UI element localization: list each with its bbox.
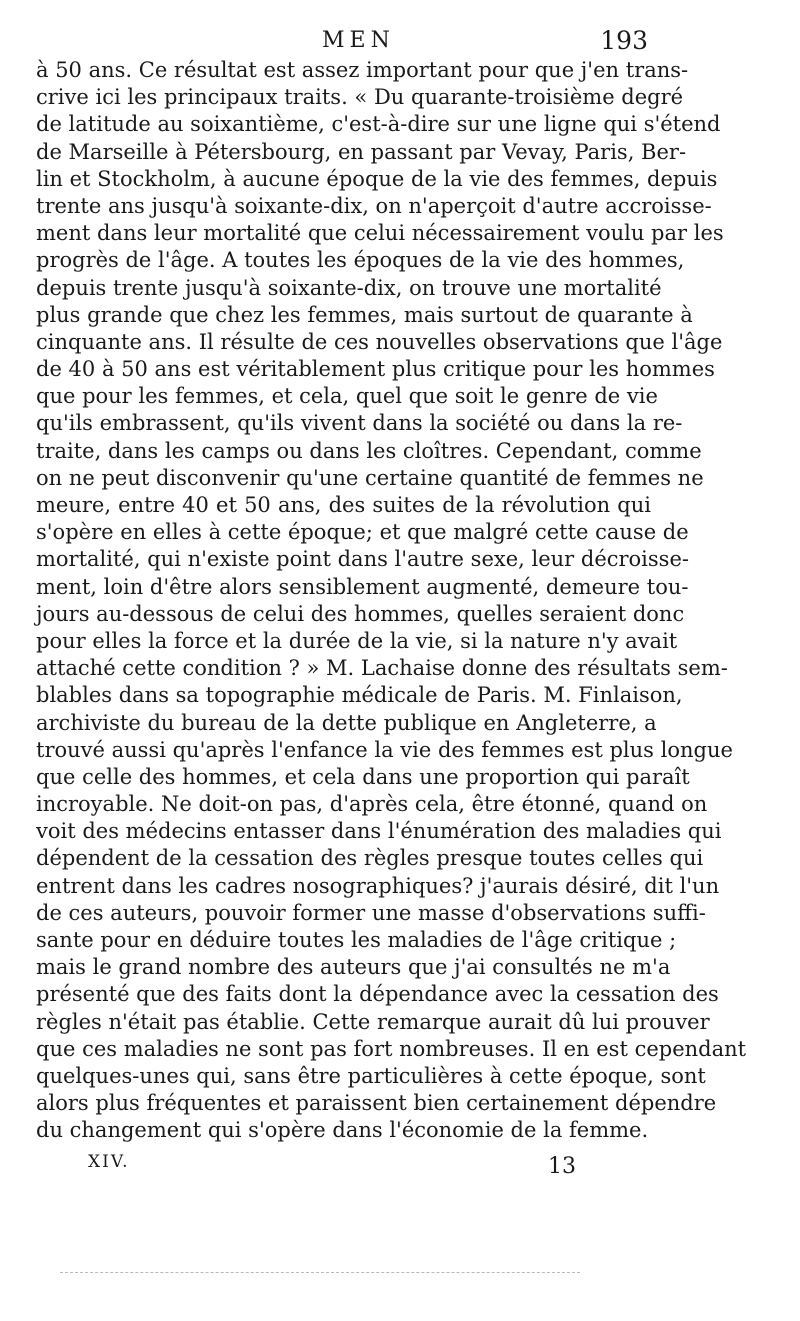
text-line: de Marseille à Pétersbourg, en passant par Vevay, Paris, Ber- xyxy=(36,139,687,164)
text-line: présenté que des faits dont la dépendance avec la cessation des xyxy=(36,982,719,1007)
running-title: MEN xyxy=(322,28,395,53)
text-line: incroyable. Ne doit-on pas, d'après cela, être étonné, quand on xyxy=(36,792,708,817)
text-line: cinquante ans. Il résulte de ces nouvelles observations que l'âge xyxy=(36,329,723,354)
text-line: entrent dans les cadres nosographiques? j'aurais désiré, dit l'un xyxy=(36,873,720,898)
text-line: règles n'était pas établie. Cette remarque aurait dû lui prouver xyxy=(36,1009,710,1034)
text-line: meure, entre 40 et 50 ans, des suites de la révolution qui xyxy=(36,493,651,517)
text-line: sante pour en déduire toutes les maladies de l'âge critique ; xyxy=(36,928,677,952)
text-line: à 50 ans. Ce résultat est assez important pour que j'en trans- xyxy=(36,58,689,82)
text-line: progrès de l'âge. A toutes les époques de la vie des hommes, xyxy=(36,248,685,273)
page-footer xyxy=(0,1150,800,1190)
text-line: de ces auteurs, pouvoir former une masse d'observations suffi- xyxy=(36,900,706,925)
text-line: dépendent de la cessation des règles presque toutes celles qui xyxy=(36,846,704,871)
text-line: de 40 à 50 ans est véritablement plus critique pour les hommes xyxy=(36,357,715,382)
text-line: mais le grand nombre des auteurs que j'ai consultés ne m'a xyxy=(36,955,671,980)
text-line: traite, dans les camps ou dans les cloîtres. Cependant, comme xyxy=(36,438,702,463)
text-line: jours au-dessous de celui des hommes, quelles seraient donc xyxy=(36,601,685,626)
text-line: de latitude au soixantième, c'est-à-dire sur une ligne qui s'étend xyxy=(36,112,721,137)
text-line: pour elles la force et la durée de la vie, si la nature n'y avait xyxy=(36,628,678,653)
text-line: mortalité, qui n'existe point dans l'autre sexe, leur décroisse- xyxy=(36,547,689,572)
text-line: que celle des hommes, et cela dans une proportion qui paraît xyxy=(36,764,690,789)
text-line: que pour les femmes, et cela, quel que soit le genre de vie xyxy=(36,384,658,409)
text-line: ment, loin d'être alors sensiblement augmenté, demeure tou- xyxy=(36,574,689,599)
text-line: alors plus fréquentes et paraissent bien certainement dépendre xyxy=(36,1091,717,1116)
text-line: que ces maladies ne sont pas fort nombreuses. Il en est cependant xyxy=(36,1036,747,1061)
text-line: lin et Stockholm, à aucune époque de la vie des femmes, depuis xyxy=(36,166,718,191)
text-line: plus grande que chez les femmes, mais surtout de quarante à xyxy=(36,302,693,327)
body-text xyxy=(36,57,747,1145)
signature-mark: XIV. xyxy=(88,1152,130,1172)
text-line: quelques-unes qui, sans être particulières à cette époque, sont xyxy=(36,1063,706,1088)
text-line: trente ans jusqu'à soixante-dix, on n'aperçoit d'autre accroisse- xyxy=(36,193,712,218)
text-line: depuis trente jusqu'à soixante-dix, on trouve une mortalité xyxy=(36,275,662,300)
running-head xyxy=(0,22,800,58)
text-line: voit des médecins entasser dans l'énumération des maladies qui xyxy=(36,819,722,844)
gathering-number: 13 xyxy=(548,1154,576,1179)
text-line: archiviste du bureau de la dette publique en Angleterre, a xyxy=(36,710,657,735)
bleed-through-line xyxy=(60,1272,580,1273)
page-number: 193 xyxy=(600,26,648,55)
text-line: s'opère en elles à cette époque; et que malgré cette cause de xyxy=(36,520,689,545)
text-line: ment dans leur mortalité que celui nécessairement voulu par les xyxy=(36,221,724,246)
text-line: du changement qui s'opère dans l'économie de la femme. xyxy=(36,1118,649,1143)
text-line: qu'ils embrassent, qu'ils vivent dans la société ou dans la re- xyxy=(36,411,683,436)
text-line: crive ici les principaux traits. « Du quarante-troisième degré xyxy=(36,85,684,110)
text-line: attaché cette condition ? » M. Lachaise donne des résultats sem- xyxy=(36,656,728,681)
text-line: on ne peut disconvenir qu'une certaine quantité de femmes ne xyxy=(36,465,704,490)
text-line: blables dans sa topographie médicale de Paris. M. Finlaison, xyxy=(36,683,683,708)
text-line: trouvé aussi qu'après l'enfance la vie des femmes est plus longue xyxy=(36,737,733,762)
